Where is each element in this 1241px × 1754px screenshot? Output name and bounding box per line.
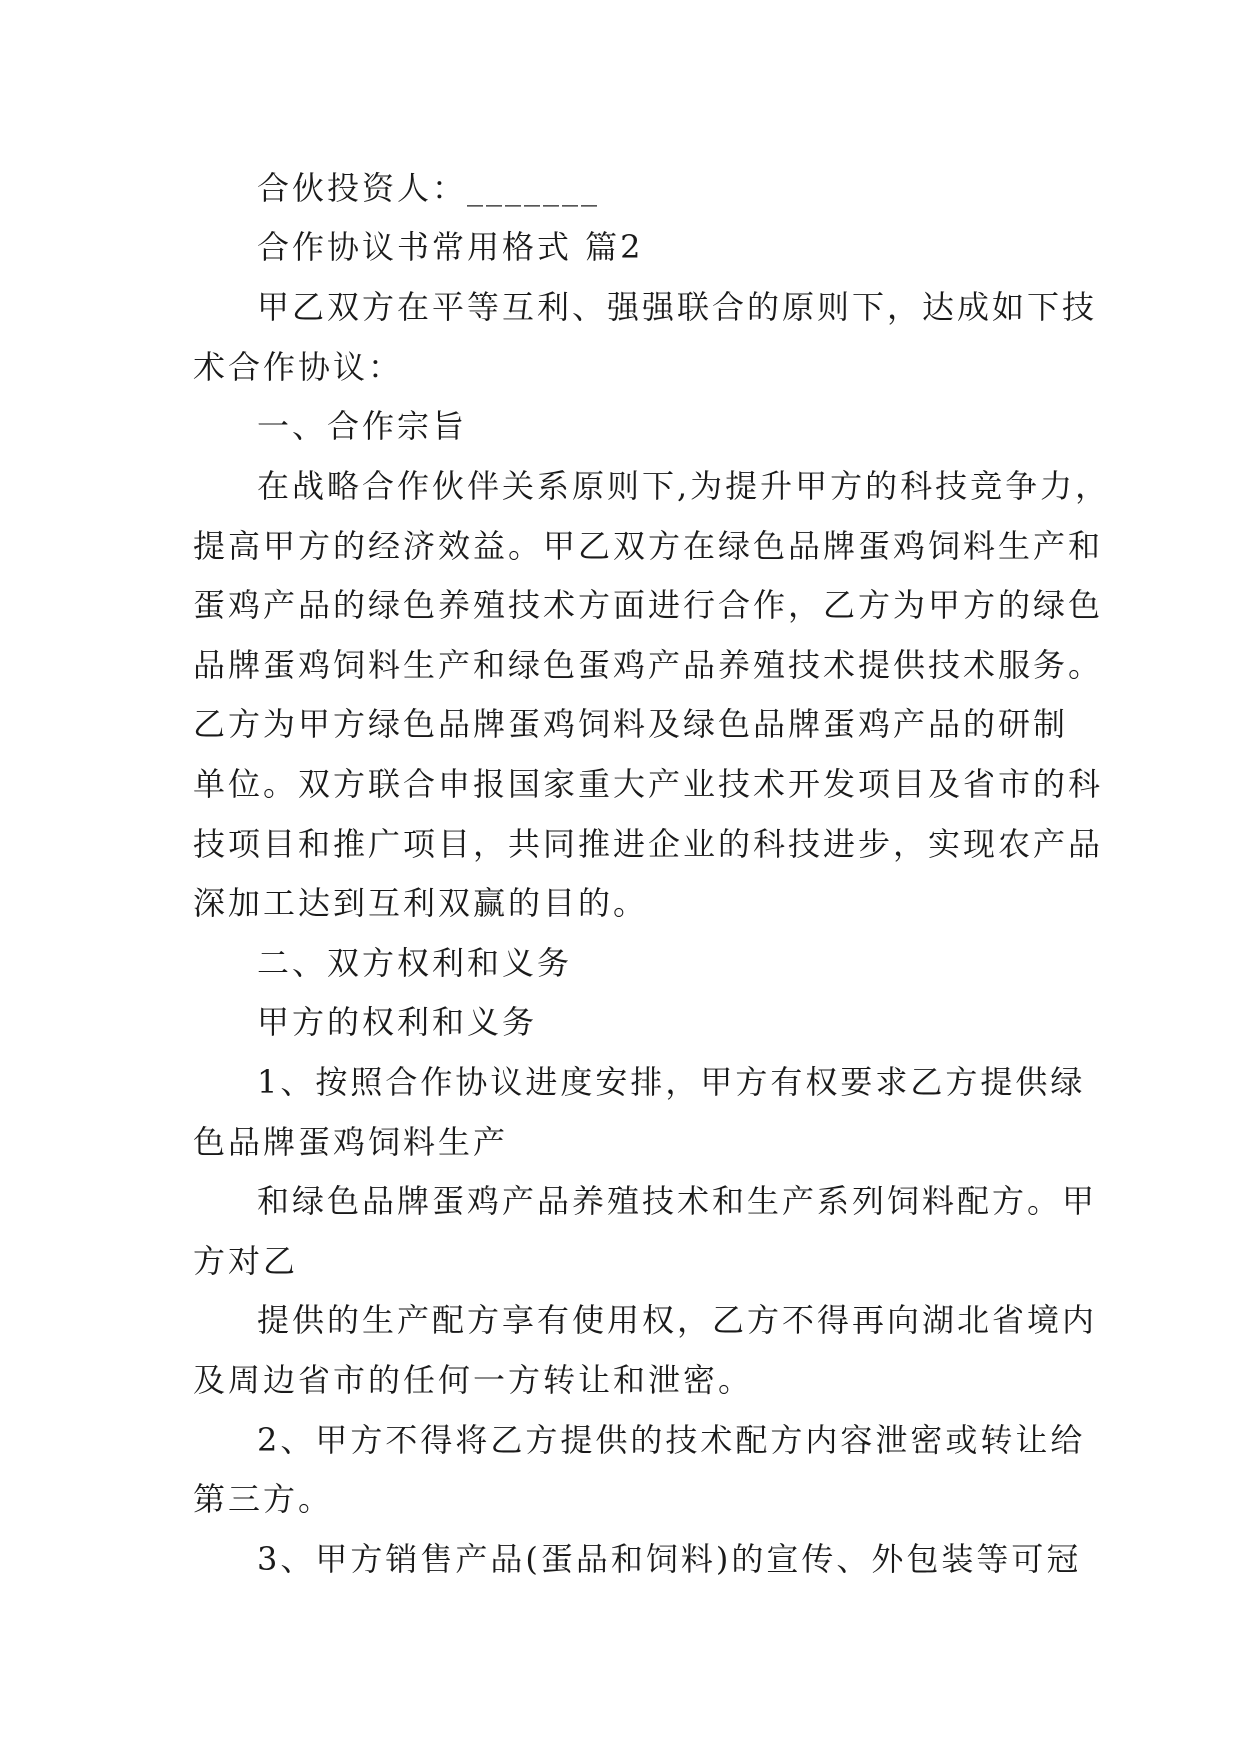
clause-heading: 一、合作宗旨 — [257, 407, 468, 445]
paragraph-line: 及周边省市的任何一方转让和泄密。 — [193, 1361, 754, 1399]
paragraph-line: 1、按照合作协议进度安排，甲方有权要求乙方提供绿 — [257, 1063, 1086, 1101]
partner-investor-line: 合伙投资人：_______ — [257, 169, 601, 207]
paragraph-line: 色品牌蛋鸡饲料生产 — [193, 1123, 509, 1161]
section-heading: 合作协议书常用格式 篇2 — [257, 228, 644, 266]
paragraph-line: 乙方为甲方绿色品牌蛋鸡饲料及绿色品牌蛋鸡产品的研制 — [193, 705, 1069, 743]
paragraph-line: 品牌蛋鸡饲料生产和绿色蛋鸡产品养殖技术提供技术服务。 — [193, 646, 1104, 684]
paragraph-line: 在战略合作伙伴关系原则下,为提升甲方的科技竞争力， — [257, 467, 1111, 505]
subheading: 甲方的权利和义务 — [257, 1003, 538, 1041]
paragraph-line: 单位。双方联合申报国家重大产业技术开发项目及省市的科 — [193, 765, 1104, 803]
paragraph-line: 提供的生产配方享有使用权，乙方不得再向湖北省境内 — [257, 1301, 1098, 1339]
paragraph-line: 术合作协议： — [193, 348, 404, 386]
clause-heading: 二、双方权利和义务 — [257, 944, 573, 982]
paragraph-line: 蛋鸡产品的绿色养殖技术方面进行合作，乙方为甲方的绿色 — [193, 586, 1104, 624]
paragraph-line: 深加工达到互利双赢的目的。 — [193, 884, 649, 922]
paragraph-line: 甲乙双方在平等互利、强强联合的原则下，达成如下技 — [257, 288, 1098, 326]
paragraph-line: 和绿色品牌蛋鸡产品养殖技术和生产系列饲料配方。甲 — [257, 1182, 1098, 1220]
paragraph-line: 3、甲方销售产品(蛋品和饲料)的宣传、外包装等可冠 — [257, 1540, 1082, 1578]
paragraph-line: 2、甲方不得将乙方提供的技术配方内容泄密或转让给 — [257, 1421, 1086, 1459]
paragraph-line: 方对乙 — [193, 1242, 299, 1280]
paragraph-line: 技项目和推广项目，共同推进企业的科技进步，实现农产品 — [193, 825, 1104, 863]
paragraph-line: 第三方。 — [193, 1480, 334, 1518]
paragraph-line: 提高甲方的经济效益。甲乙双方在绿色品牌蛋鸡饲料生产和 — [193, 527, 1104, 565]
